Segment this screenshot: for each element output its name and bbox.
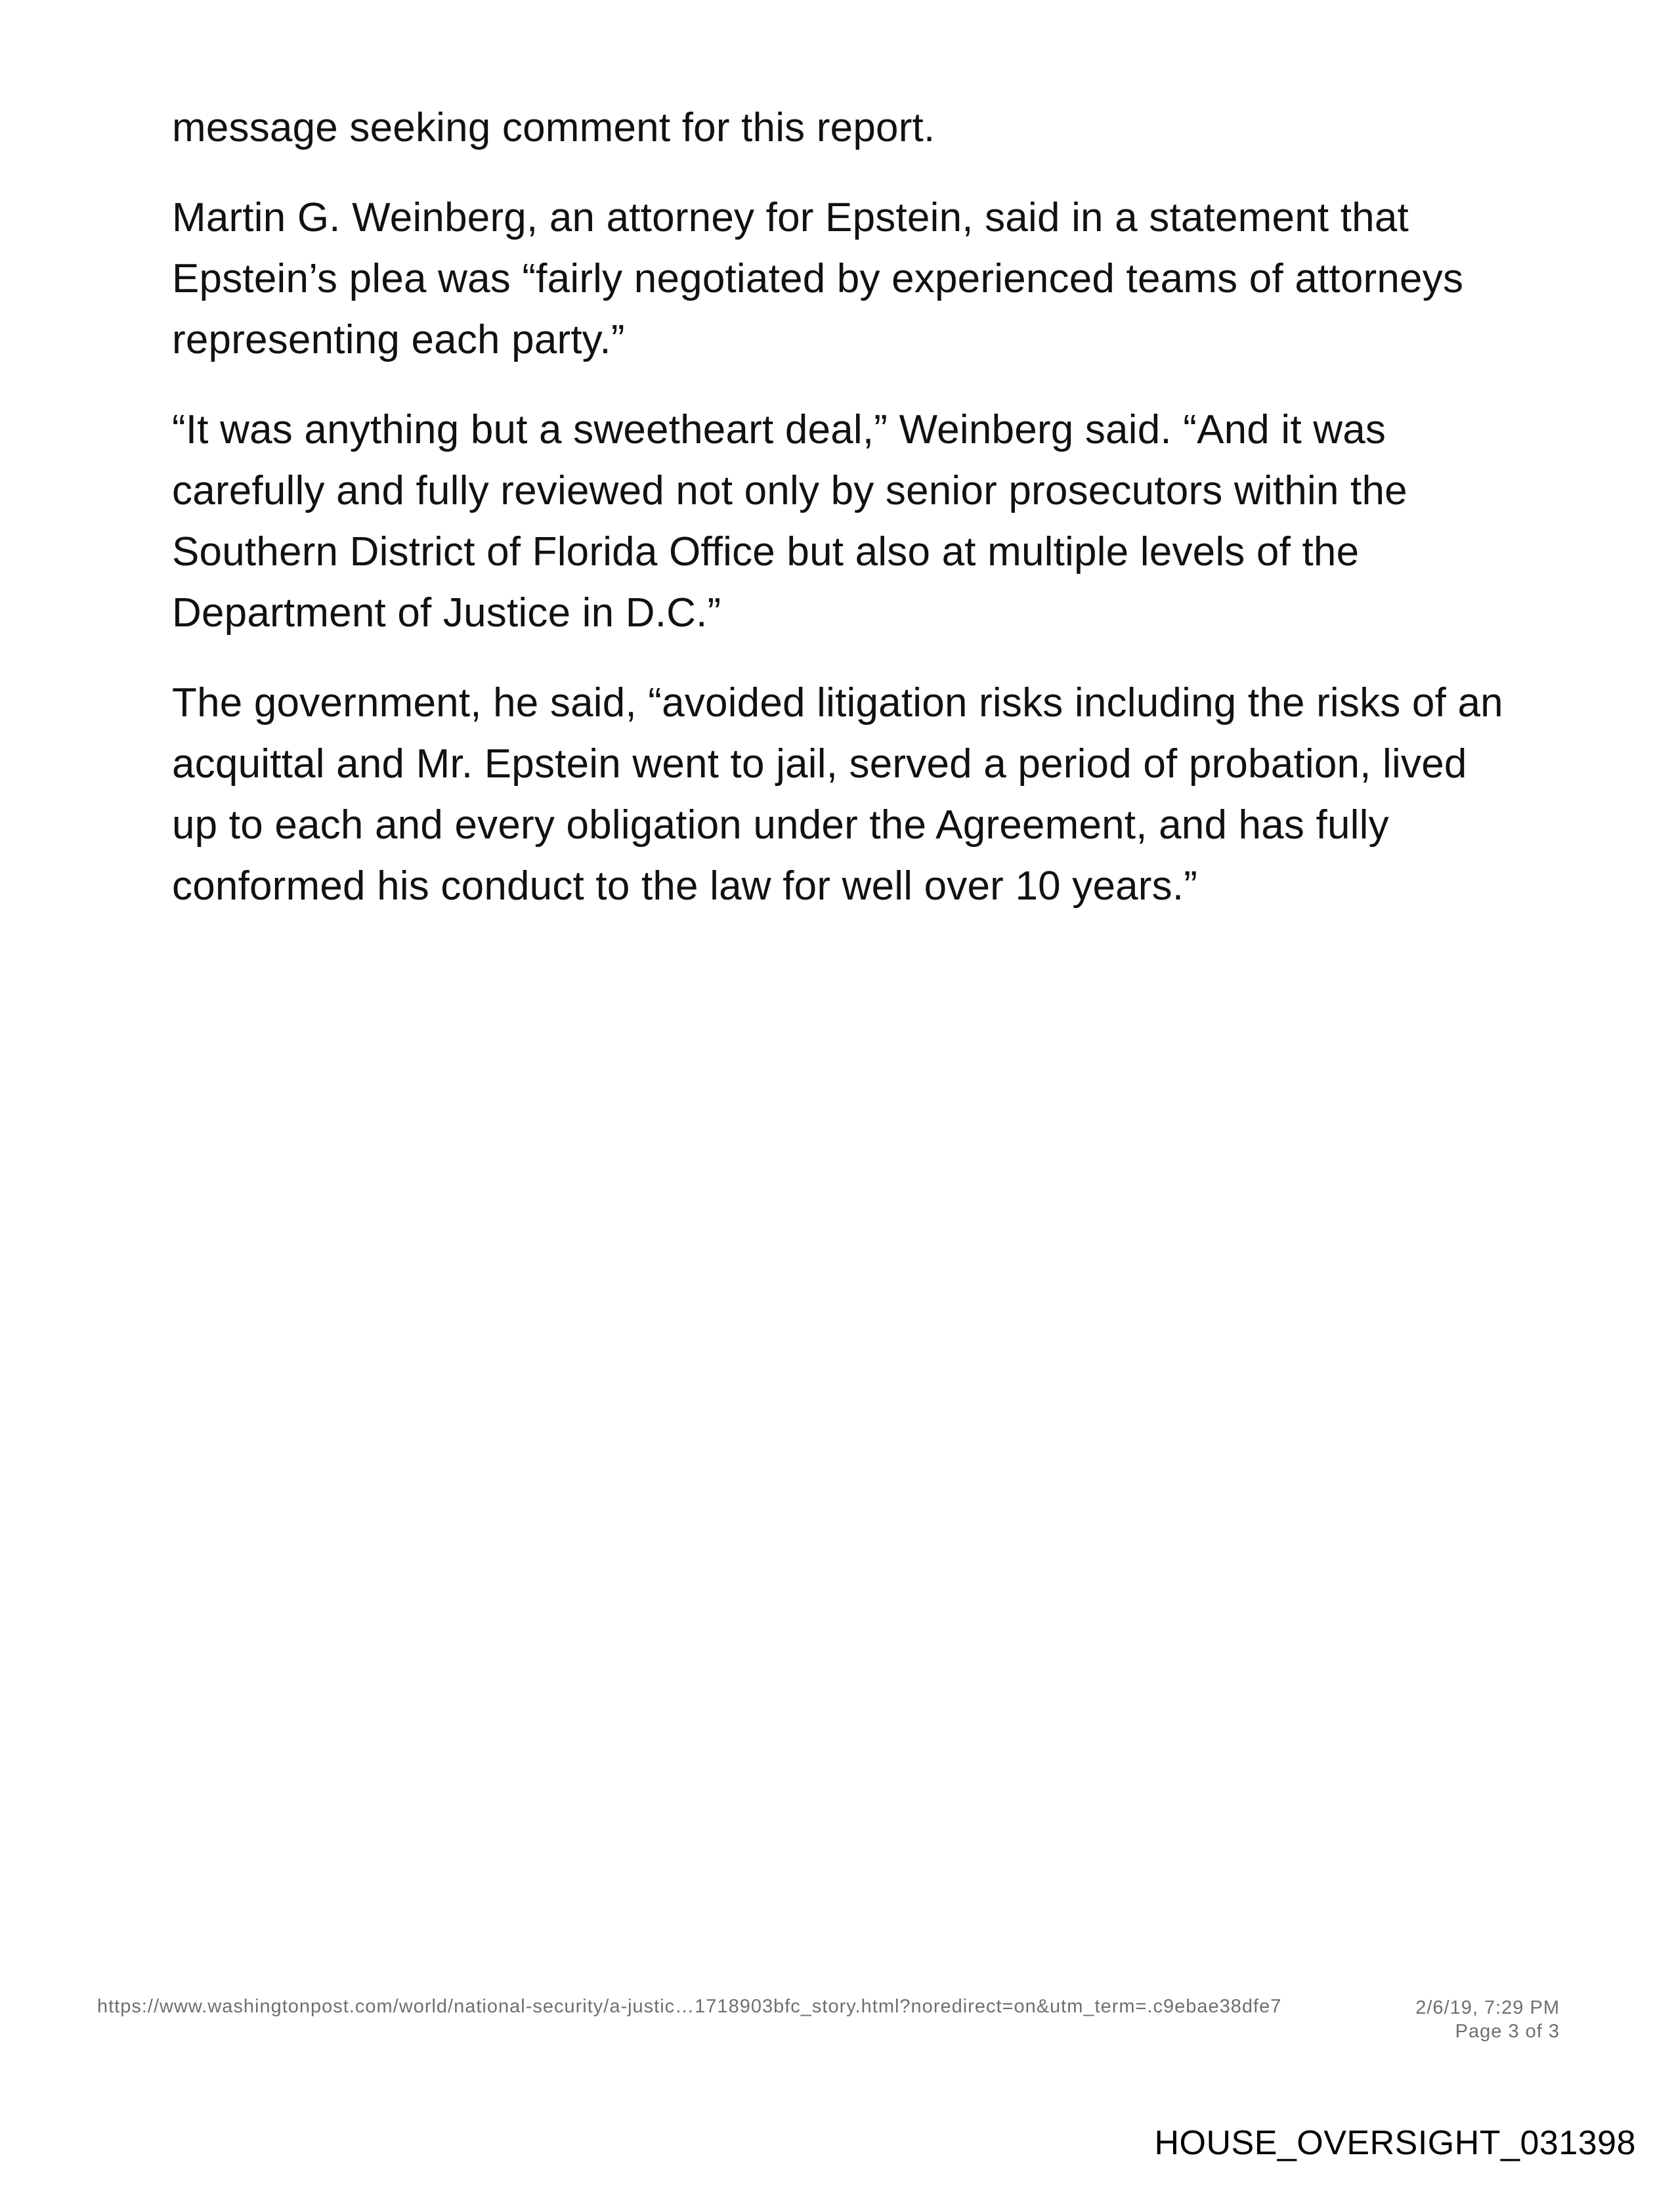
footer-meta	[1415, 1996, 1560, 2043]
footer-url: https://www.washingtonpost.com/world/national-security/a-justic…1718903bfc_story.html?noredirect=on&utm_term=.c9ebae38dfe7	[97, 1996, 1282, 2017]
paragraph-2: Martin G. Weinberg, an attorney for Epstein, said in a statement that Epstein’s plea was “fairly negotiated by experienced teams of attorneys representing each party.”	[172, 195, 1464, 362]
article-body	[172, 97, 1518, 945]
footer-page-number: Page 3 of 3	[1455, 2021, 1560, 2042]
paragraph-1: message seeking comment for this report.	[172, 105, 935, 150]
bates-stamp: HOUSE_OVERSIGHT_031398	[1154, 2124, 1636, 2162]
paragraph-3: “It was anything but a sweetheart deal,” Weinberg said. “And it was carefully and fully reviewed not only by senior prosecutors within the Southern District of Florida Office but also at multiple levels of the Department of Justice in D.C.”	[172, 407, 1407, 636]
footer-datetime: 2/6/19, 7:29 PM	[1415, 1997, 1560, 2018]
paragraph-4: The government, he said, “avoided litigation risks including the risks of an acquittal and Mr. Epstein went to jail, served a period of probation, lived up to each and every obligation under the Agreement, and has fully conformed his conduct to the law for well over 10 years.”	[172, 680, 1503, 909]
